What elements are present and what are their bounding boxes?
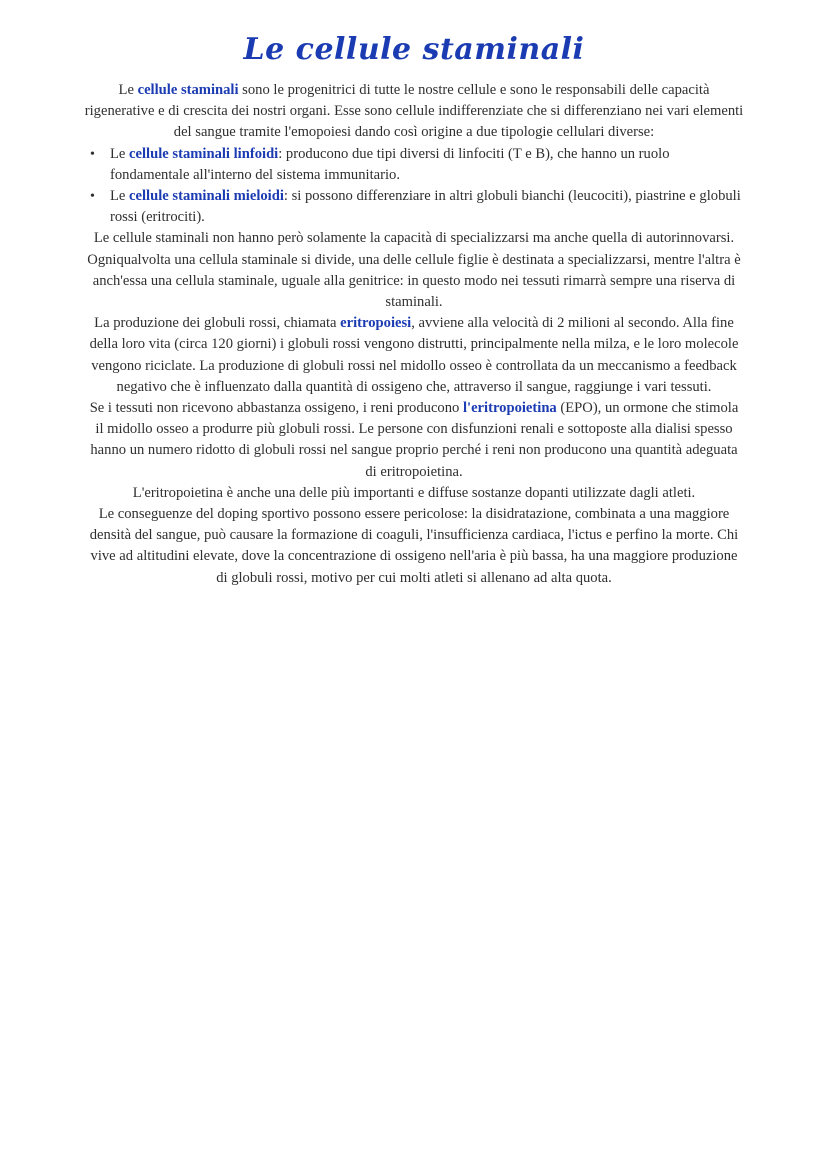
intro-paragraph — [84, 80, 744, 144]
document-body — [84, 80, 744, 589]
page-title: Le cellule staminali — [243, 32, 585, 67]
list-item — [84, 186, 744, 228]
eritropoiesi-after: , avviene alla velocità di 2 milioni al secondo. Alla fine della loro vita (circa 120 giorni) i globuli rossi vengono distrutti, principalmente nella milza, e le loro molecole vengono riciclate. La produzione di globuli rossi nel midollo osseo è controllata da un meccanismo a feedback negativo che è influenzato dalla quantità di ossigeno che, attraverso il sangue, raggiunge i vari tessuti. — [89, 315, 739, 395]
bullet-icon: • — [90, 146, 95, 162]
self-renewal-paragraph: Le cellule staminali non hanno però solamente la capacità di specializzarsi ma anche quella di autorinnovarsi. Ogniqualvolta una cellula staminale si divide, una delle cellule figlie è destinata a specializzarsi, mentre l'altra è anch'essa una cellula staminale, uguale alla genitrice: in questo modo nei tessuti rimarrà sempre una riserva di staminali. — [87, 230, 741, 311]
list-item-after: : producono due tipi diversi di linfociti (T e B), che hanno un ruolo fondamentale all'interno del sistema immunitario. — [110, 145, 670, 183]
intro-highlight: cellule staminali — [137, 82, 239, 98]
eritropoiesi-before: La produzione dei globuli rossi, chiamata — [94, 315, 341, 332]
epo-before: Se i tessuti non ricevono abbastanza ossigeno, i reni producono — [89, 400, 463, 417]
cell-types-list — [84, 144, 744, 229]
list-item — [84, 144, 744, 186]
list-item-highlight: cellule staminali linfoidi — [129, 145, 279, 162]
consequences-paragraph: Le conseguenze del doping sportivo possono essere pericolose: la disidratazione, combinata a una maggiore densità del sangue, può causare la formazione di coaguli, l'insufficienza cardiaca, l'ictus e perfino la morte. Chi vive ad altitudini elevate, dove la concentrazione di ossigeno nell'aria è più bassa, ha una maggiore produzione di globuli rossi, motivo per cui molti atleti si allenano ad alta quota. — [89, 506, 739, 586]
intro-text-before: Le — [118, 82, 138, 98]
epo-after: (EPO), un ormone che stimola il midollo osseo a produrre più globuli rossi. Le persone con disfunzioni renali e sottoposte alla dialisi spesso hanno un numero ridotto di globuli rossi nel sangue proprio perché i reni non producono una quantità adeguata di eritropoietina. — [90, 400, 739, 480]
intro-text-after: sono le progenitrici di tutte le nostre cellule e sono le responsabili delle capacità rigenerative e di crescita dei nostri organi. Esse sono cellule indifferenziate che si differenziano nei vari elementi del sangue tramite l'emopoiesi dando così origine a due tipologie cellulari diverse: — [84, 82, 744, 141]
epo-highlight: l'eritropoietina — [462, 400, 557, 417]
list-item-before: Le — [110, 188, 130, 205]
list-item-highlight: cellule staminali mieloidi — [129, 188, 284, 205]
list-item-before: Le — [110, 145, 130, 162]
epo-paragraph — [84, 398, 744, 483]
bullet-icon: • — [90, 189, 95, 205]
eritropoiesi-highlight: eritropoiesi — [340, 315, 412, 332]
doping-paragraph: L'eritropoietina è anche una delle più importanti e diffuse sostanze dopanti utilizzate dagli atleti. — [132, 484, 696, 501]
eritropoiesi-paragraph — [84, 313, 744, 398]
list-item-after: : si possono differenziare in altri globuli bianchi (leucociti), piastrine e globuli rossi (eritrociti). — [110, 188, 741, 226]
